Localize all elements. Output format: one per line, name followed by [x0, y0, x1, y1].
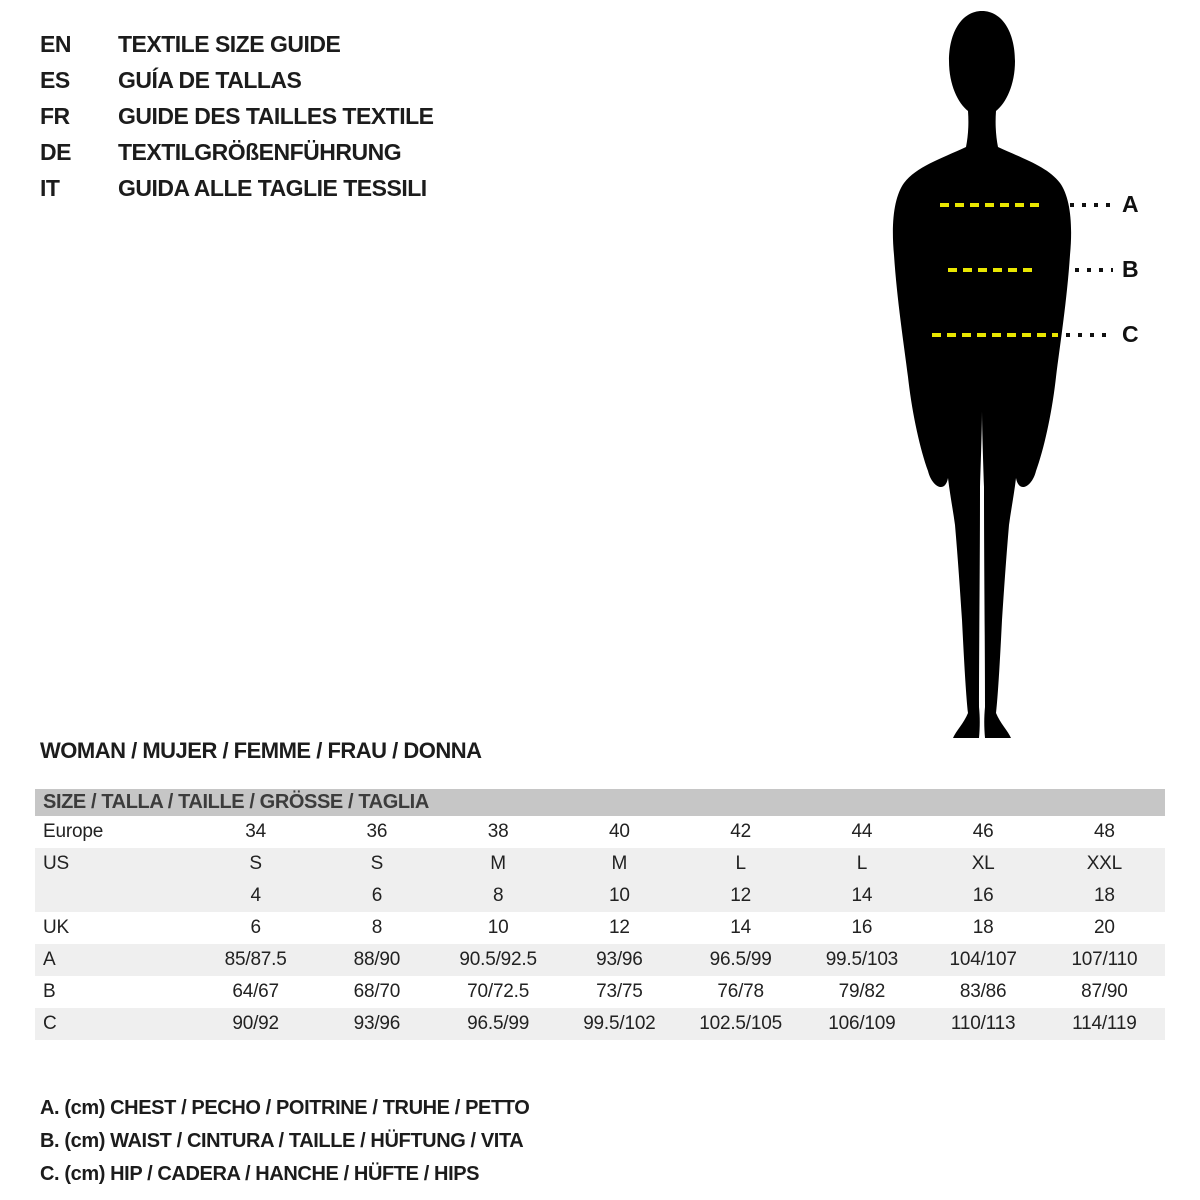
lang-title: GUIDA ALLE TAGLIE TESSILI — [118, 174, 427, 201]
size-cell: XXL — [1086, 853, 1123, 874]
row-label: UK — [43, 917, 69, 938]
language-title-block — [40, 26, 434, 206]
size-table-header: SIZE / TALLA / TAILLE / GRÖSSE / TAGLIA — [35, 789, 1165, 816]
legend-item-waist: B. (cm) WAIST / CINTURA / TAILLE / HÜFTUNG / VITA — [40, 1130, 524, 1152]
lang-code: ES — [40, 66, 70, 93]
size-cell: 8 — [371, 917, 383, 938]
size-cell: 68/70 — [353, 981, 401, 1002]
size-cell: 48 — [1094, 821, 1115, 842]
row-label: A — [43, 949, 56, 970]
lang-row-de — [40, 134, 434, 170]
size-cell: S — [249, 853, 262, 874]
lang-code: IT — [40, 174, 60, 201]
size-cell: 79/82 — [838, 981, 886, 1002]
legend-item-hip: C. (cm) HIP / CADERA / HANCHE / HÜFTE / HIPS — [40, 1163, 480, 1185]
size-cell: M — [490, 853, 506, 874]
size-cell: 14 — [730, 917, 751, 938]
lang-title: TEXTILE SIZE GUIDE — [118, 30, 341, 57]
section-heading: WOMAN / MUJER / FEMME / FRAU / DONNA — [40, 738, 482, 763]
lang-code: EN — [40, 30, 71, 57]
size-cell: 99.5/102 — [583, 1013, 656, 1034]
size-cell: 4 — [250, 885, 261, 906]
size-cell: S — [370, 853, 384, 874]
size-cell: 46 — [972, 821, 994, 842]
table-row — [35, 976, 1165, 1008]
size-cell: 34 — [245, 821, 266, 842]
row-label: Europe — [43, 821, 104, 842]
size-cell: 107/110 — [1071, 949, 1138, 970]
lang-row-it — [40, 170, 434, 206]
size-cell: 12 — [609, 917, 630, 938]
size-cell: 83/86 — [959, 981, 1007, 1002]
size-cell: 88/90 — [353, 949, 401, 970]
size-cell: 8 — [492, 885, 504, 906]
size-table-body — [35, 816, 1165, 1040]
size-cell: 14 — [851, 885, 873, 906]
row-label: B — [43, 981, 56, 1002]
size-cell: 114/119 — [1072, 1013, 1137, 1034]
table-row — [35, 880, 1165, 912]
size-cell: 36 — [366, 821, 388, 842]
size-cell: 20 — [1094, 917, 1115, 938]
size-cell: 10 — [609, 885, 630, 906]
size-cell: 96.5/99 — [467, 1013, 530, 1034]
size-cell: 18 — [972, 917, 994, 938]
size-cell: 76/78 — [717, 981, 764, 1002]
size-cell: 85/87.5 — [224, 949, 287, 970]
size-cell: 90.5/92.5 — [459, 949, 537, 970]
size-cell: 12 — [730, 885, 751, 906]
table-row — [35, 1008, 1165, 1040]
measurement-figure — [870, 5, 1120, 745]
size-cell: 99.5/103 — [825, 949, 899, 970]
size-cell: 96.5/99 — [709, 949, 772, 970]
size-cell: 104/107 — [949, 949, 1017, 970]
size-cell: L — [856, 853, 868, 874]
size-table — [35, 816, 1165, 1040]
lang-title: TEXTILGRÖßENFÜHRUNG — [118, 138, 402, 165]
size-cell: 16 — [851, 917, 873, 938]
lang-title: GUIDE DES TAILLES TEXTILE — [118, 102, 434, 129]
lang-row-fr — [40, 98, 434, 134]
legend-item-chest: A. (cm) CHEST / PECHO / POITRINE / TRUHE / PETTO — [40, 1097, 530, 1119]
size-cell: 10 — [487, 917, 509, 938]
size-cell: 110/113 — [950, 1013, 1016, 1034]
size-cell: 87/90 — [1081, 981, 1128, 1002]
lang-code: DE — [40, 138, 71, 165]
size-cell: 93/96 — [596, 949, 643, 970]
size-cell: 44 — [851, 821, 873, 842]
size-cell: 40 — [609, 821, 630, 842]
lang-title: GUÍA DE TALLAS — [118, 66, 302, 93]
measurement-legend — [40, 1092, 529, 1191]
size-cell: XL — [971, 853, 995, 874]
size-cell: 70/72.5 — [467, 981, 530, 1002]
size-cell: 64/67 — [232, 981, 279, 1002]
measure-label-c: C — [1122, 321, 1139, 347]
size-cell: 73/75 — [596, 981, 643, 1002]
woman-silhouette-body — [893, 11, 1071, 738]
size-cell: 38 — [487, 821, 509, 842]
size-cell: 6 — [371, 885, 383, 906]
size-cell: 102.5/105 — [699, 1013, 782, 1034]
size-cell: 90/92 — [232, 1013, 279, 1034]
size-cell: 18 — [1094, 885, 1115, 906]
size-cell: 16 — [972, 885, 994, 906]
size-cell: M — [611, 853, 628, 874]
row-label — [35, 880, 195, 912]
row-label: US — [43, 853, 69, 874]
size-cell: L — [735, 853, 746, 874]
table-row — [35, 912, 1165, 944]
table-row — [35, 944, 1165, 976]
lang-row-es — [40, 62, 434, 98]
table-row — [35, 816, 1165, 848]
measure-label-b: B — [1122, 256, 1139, 282]
size-cell: 6 — [250, 917, 261, 938]
size-cell: 93/96 — [353, 1013, 401, 1034]
woman-silhouette-icon — [870, 5, 1120, 745]
table-row — [35, 848, 1165, 880]
size-cell: 42 — [730, 821, 751, 842]
size-cell: 106/109 — [828, 1013, 896, 1034]
lang-code: FR — [40, 102, 70, 129]
lang-row-en — [40, 26, 434, 62]
measure-label-a: A — [1122, 191, 1139, 217]
row-label: C — [43, 1013, 57, 1034]
